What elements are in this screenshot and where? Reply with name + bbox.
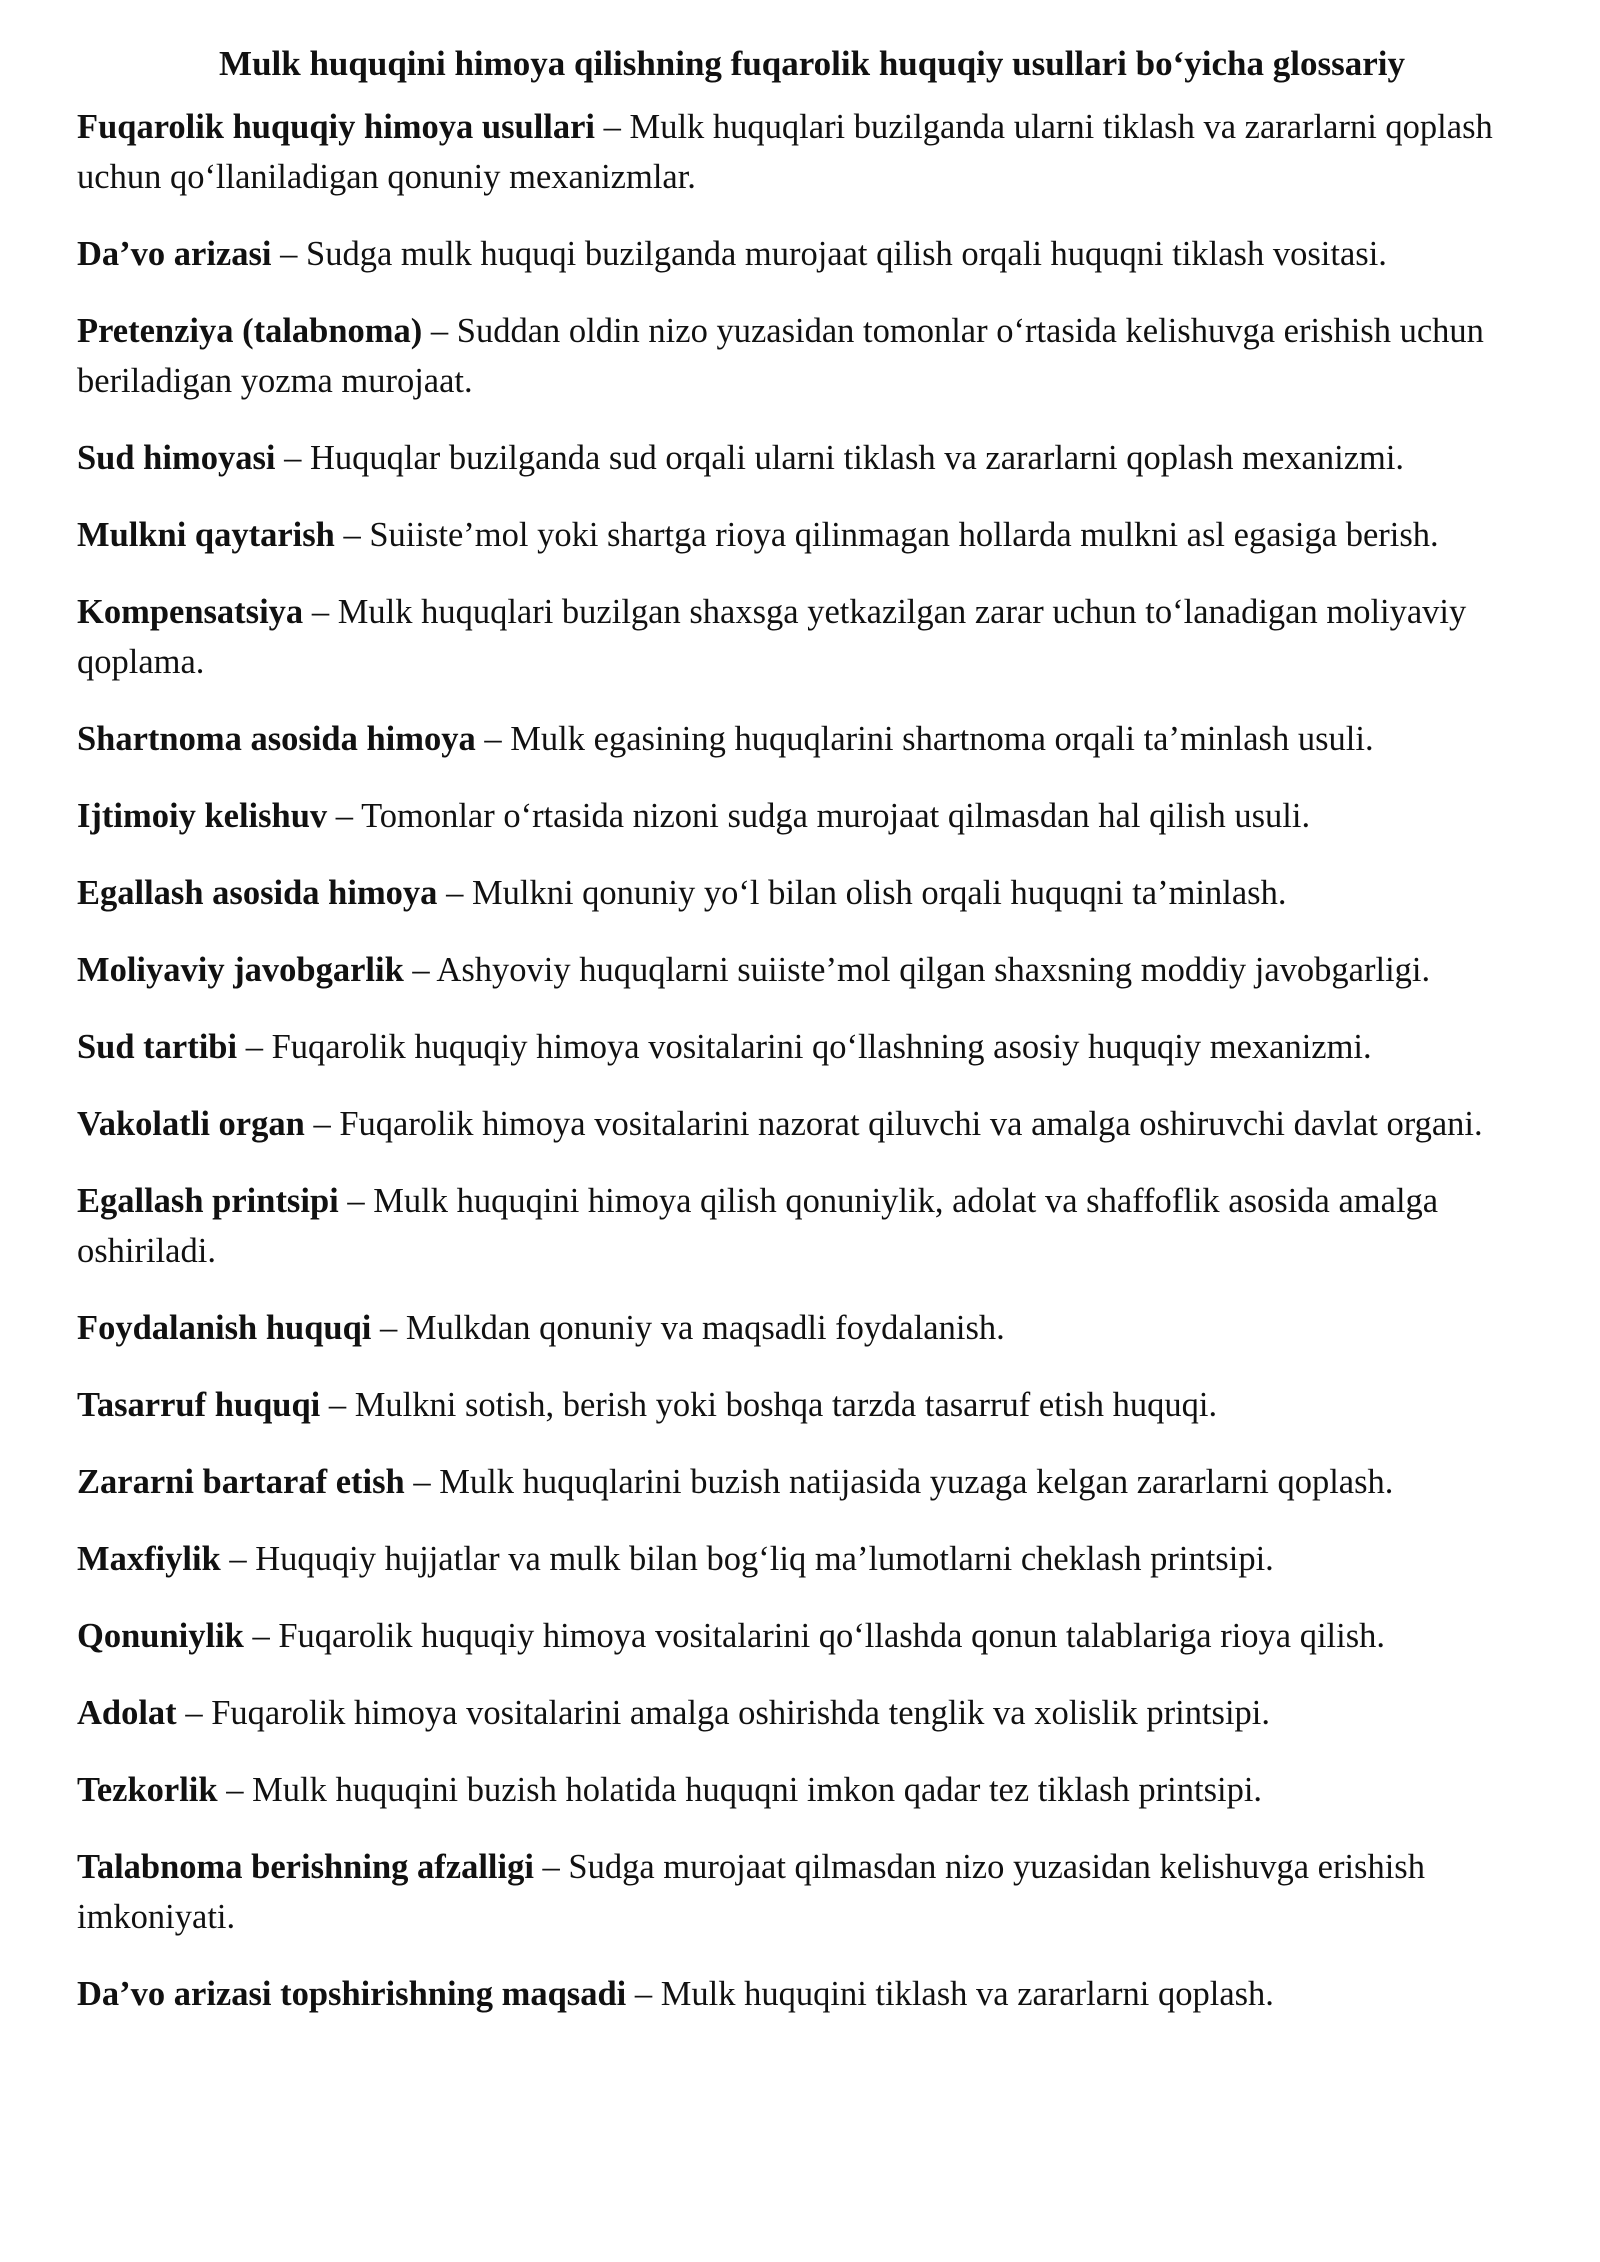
glossary-term: Egallash asosida himoya [77,874,438,912]
glossary-entry [77,868,1537,918]
term-separator: – [404,1463,440,1501]
glossary-definition: Tomonlar o‘rtasida nizoni sudga murojaat qilmasdan hal qilish usuli. [361,797,1311,835]
glossary-entry [77,1380,1537,1430]
glossary-term: Talabnoma berishning afzalligi [77,1848,534,1886]
glossary-definition: Mulk egasining huquqlarini shartnoma orqali ta’minlash usuli. [510,720,1374,758]
glossary-definition: Fuqarolik huquqiy himoya vositalarini qo‘llashning asosiy huquqiy mexanizmi. [271,1028,1372,1066]
term-separator: – [271,235,307,273]
glossary-list [77,102,1537,2019]
glossary-definition: Mulk huquqini himoya qilish qonuniylik, adolat va shaffoflik asosida amalga oshiriladi. [77,1182,1439,1270]
term-separator: – [243,1617,279,1655]
glossary-definition: Mulkdan qonuniy va maqsadli foydalanish. [405,1309,1005,1347]
glossary-term: Qonuniylik [77,1617,244,1655]
term-separator: – [220,1540,256,1578]
glossary-term: Zararni bartaraf etish [77,1463,405,1501]
term-separator: – [338,1182,374,1220]
term-separator: – [304,1105,340,1143]
term-separator: – [275,439,310,477]
glossary-term: Pretenziya (talabnoma) [77,312,423,350]
glossary-entry [77,1534,1537,1584]
glossary-definition: Suiiste’mol yoki shartga rioya qilinmagan hollarda mulkni asl egasiga berish. [369,516,1439,554]
glossary-term: Egallash printsipi [77,1182,339,1220]
glossary-definition: Huquqlar buzilganda sud orqali ularni tiklash va zararlarni qoplash mexanizmi. [309,439,1405,477]
glossary-term: Foydalanish huquqi [77,1309,372,1347]
glossary-definition: Huquqiy hujjatlar va mulk bilan bog‘liq ma’lumotlarni cheklash printsipi. [255,1540,1274,1578]
glossary-term: Moliyaviy javobgarlik [77,951,404,989]
glossary-definition: Suddan oldin nizo yuzasidan tomonlar o‘rtasida kelishuvga erishish uchun beriladigan yozma murojaat. [77,312,1484,400]
document-title: Mulk huquqini himoya qilishning fuqarolik huquqiy usullari bo‘yicha glossariy [219,44,1405,83]
glossary-entry [77,1457,1537,1507]
glossary-term: Ijtimoiy kelishuv [77,797,328,835]
glossary-definition: Mulkni sotish, berish yoki boshqa tarzda tasarruf etish huquqi. [354,1386,1218,1424]
glossary-entry [77,1303,1537,1353]
term-separator: – [626,1975,661,2013]
glossary-term: Tezkorlik [77,1771,218,1809]
term-separator: – [403,951,437,989]
glossary-definition: Ashyoviy huquqlarni suiiste’mol qilgan shaxsning moddiy javobgarligi. [436,951,1431,989]
glossary-term: Adolat [77,1694,177,1732]
glossary-definition: Fuqarolik himoya vositalarini nazorat qiluvchi va amalga oshiruvchi davlat organi. [339,1105,1483,1143]
glossary-definition: Sudga murojaat qilmasdan nizo yuzasidan kelishuvga erishish imkoniyati. [77,1848,1425,1936]
glossary-entry [77,1176,1537,1276]
glossary-term: Sud himoyasi [77,439,276,477]
glossary-entry [77,587,1537,687]
glossary-entry [77,1842,1537,1942]
term-separator: – [437,874,472,912]
glossary-term: Maxfiylik [77,1540,221,1578]
glossary-entry [77,229,1537,279]
term-separator: – [533,1848,569,1886]
glossary-term: Fuqarolik huquqiy himoya usullari [77,108,596,146]
glossary-entry [77,1969,1537,2019]
glossary-term: Sud tartibi [77,1028,238,1066]
term-separator: – [422,312,457,350]
glossary-definition: Sudga mulk huquqi buzilganda murojaat qilish orqali huquqni tiklash vositasi. [306,235,1387,273]
glossary-entry [77,102,1537,202]
glossary-term: Da’vo arizasi [77,235,272,273]
glossary-entry [77,306,1537,406]
term-separator: – [303,593,338,631]
term-separator: – [237,1028,272,1066]
glossary-entry [77,1611,1537,1661]
glossary-entry [77,433,1537,483]
glossary-entry [77,791,1537,841]
glossary-entry [77,1765,1537,1815]
glossary-term: Mulkni qaytarish [77,516,335,554]
glossary-definition: Fuqarolik himoya vositalarini amalga oshirishda tenglik va xolislik printsipi. [211,1694,1271,1732]
term-separator: – [320,1386,355,1424]
term-separator: – [327,797,362,835]
glossary-entry [77,510,1537,560]
term-separator: – [595,108,630,146]
glossary-term: Shartnoma asosida himoya [77,720,476,758]
glossary-entry [77,1688,1537,1738]
glossary-entry [77,714,1537,764]
glossary-definition: Mulk huquqlarini buzish natijasida yuzaga kelgan zararlarni qoplash. [439,1463,1394,1501]
glossary-definition: Mulk huquqlari buzilgan shaxsga yetkazilgan zarar uchun to‘lanadigan moliyaviy qoplama. [77,593,1467,681]
glossary-term: Tasarruf huquqi [77,1386,321,1424]
document-page [77,40,1537,2046]
term-separator: – [371,1309,406,1347]
glossary-entry [77,945,1537,995]
term-separator: – [217,1771,253,1809]
glossary-term: Kompensatsiya [77,593,304,631]
glossary-term: Da’vo arizasi topshirishning maqsadi [77,1975,627,2013]
glossary-definition: Fuqarolik huquqiy himoya vositalarini qo‘llashda qonun talablariga rioya qilish. [278,1617,1386,1655]
glossary-definition: Mulkni qonuniy yo‘l bilan olish orqali huquqni ta’minlash. [471,874,1287,912]
glossary-term: Vakolatli organ [77,1105,305,1143]
glossary-definition: Mulk huquqini buzish holatida huquqni imkon qadar tez tiklash printsipi. [252,1771,1263,1809]
glossary-entry [77,1022,1537,1072]
term-separator: – [176,1694,212,1732]
glossary-definition: Mulk huquqini tiklash va zararlarni qoplash. [660,1975,1274,2013]
term-separator: – [334,516,370,554]
glossary-definition: Mulk huquqlari buzilganda ularni tiklash va zararlarni qoplash uchun qo‘llaniladigan qonuniy mexanizmlar. [77,108,1493,196]
glossary-entry [77,1099,1537,1149]
term-separator: – [475,720,511,758]
